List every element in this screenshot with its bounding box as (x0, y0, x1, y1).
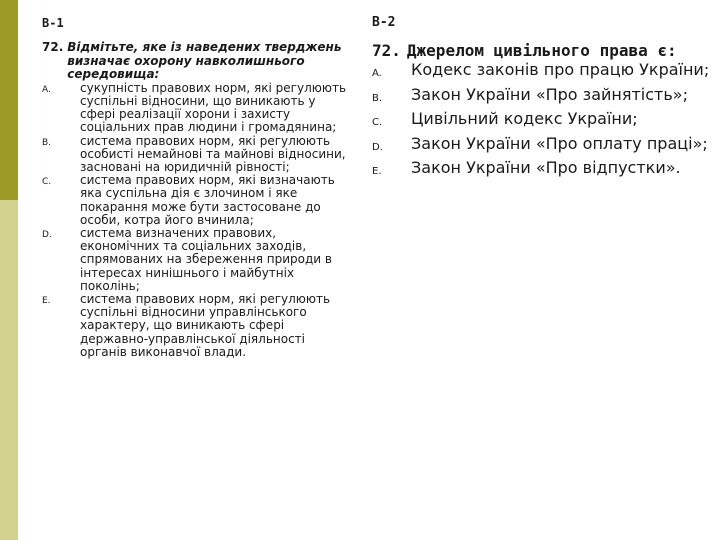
question-number: 72. (372, 41, 401, 60)
option-a (372, 61, 712, 84)
variant-2-column (372, 12, 712, 182)
option-d (372, 135, 712, 158)
option-text: Закон України «Про зайнятість»; (411, 84, 688, 104)
option-text: система визначених правових, економічних та соціальних заходів, спрямованих на збереження природи в інтересах нинішнього і майбутніх поколінь; (80, 226, 332, 293)
option-letter: D. (372, 141, 383, 153)
option-text: система правових норм, які регулюють особисті немайнові та майнові відносини, засновані на юридичній рівності; (80, 133, 346, 174)
variant-label: В-1 (42, 16, 64, 30)
option-letter: B. (372, 92, 383, 104)
question-number: 72. (42, 40, 64, 54)
variant-label: В-2 (372, 15, 396, 30)
option-letter: D. (42, 230, 52, 241)
option-d (42, 227, 352, 293)
option-text: Закон України «Про відпустки». (411, 158, 681, 178)
option-a (42, 82, 352, 135)
option-e (372, 159, 712, 182)
option-b (372, 86, 712, 109)
question (372, 42, 712, 59)
option-c (372, 110, 712, 133)
option-letter: E. (42, 296, 51, 307)
option-letter: B. (42, 137, 52, 148)
decorative-bar-bottom (0, 200, 18, 540)
option-text: система правових норм, які визначають яка суспільна дія є злочином і яке покарання може бути застосоване до особи, котра його вчинила; (80, 173, 335, 227)
option-letter: C. (42, 177, 52, 188)
option-letter: E. (372, 166, 382, 178)
question (42, 41, 352, 82)
option-letter: A. (42, 84, 51, 95)
option-c (42, 174, 352, 227)
option-e (42, 293, 352, 359)
option-text: Цивільний кодекс України; (411, 109, 638, 129)
option-b (42, 135, 352, 175)
question-text: Відмітьте, яке із наведених тверджень визначає охорону навколишнього середовища: (67, 40, 342, 82)
option-letter: C. (372, 117, 383, 129)
option-text: система правових норм, які регулюють суспільні відносини управлінського характеру, що виникають сфері державно-управлінської діяльності органів виконавчої влади. (80, 292, 331, 359)
decorative-bar-top (0, 0, 18, 200)
question-text: Джерелом цивільного права є: (406, 41, 677, 60)
option-text: Закон України «Про оплату праці»; (411, 133, 708, 153)
variant-1-column (42, 12, 352, 359)
option-text: Кодекс законів про працю України; (411, 60, 710, 79)
option-text: сукупність правових норм, які регулюють суспільні відносини, що виникають у сфері реалізації хорони і захисту соціальних прав людини і громадянина; (80, 80, 347, 135)
option-letter: A. (372, 68, 382, 79)
